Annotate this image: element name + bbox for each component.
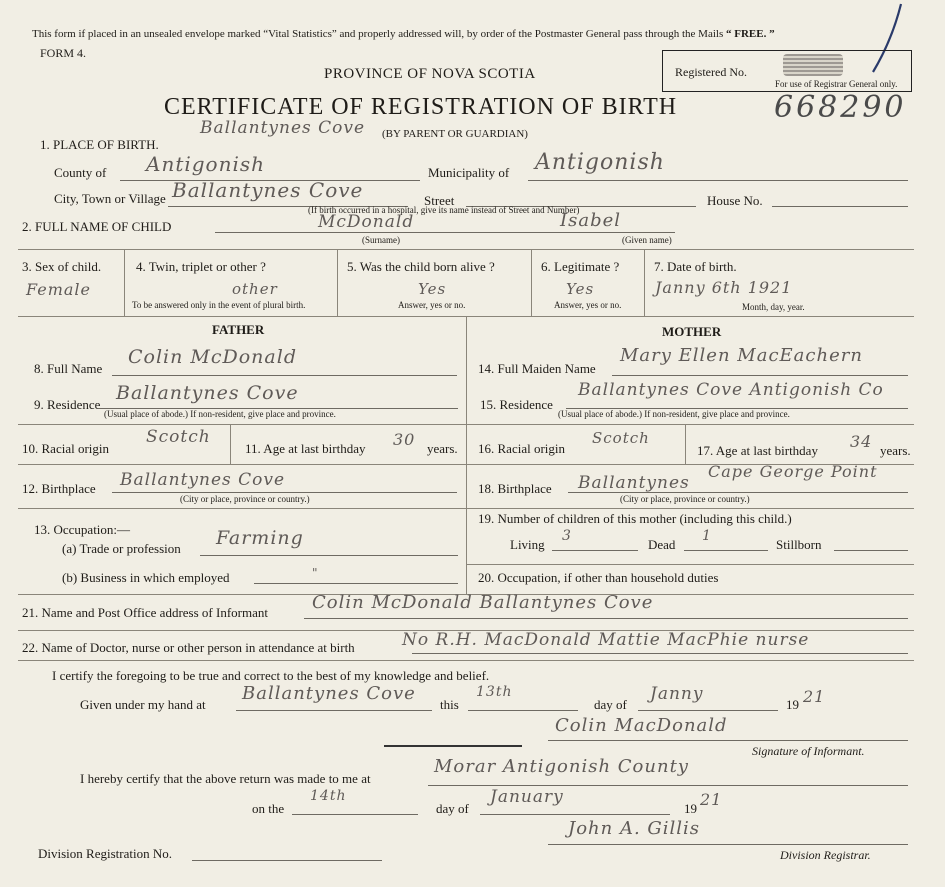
postal-notice-text: This form if placed in an unsealed envelope marked “Vital Statistics” and properly addressed will, by order of the Postmaster General pass through the Mails xyxy=(32,28,726,40)
place-of-birth-label: 1. PLACE OF BIRTH. xyxy=(40,137,159,152)
street-label: Street xyxy=(424,193,455,208)
mother-years: years. xyxy=(880,443,911,458)
city-label: City, Town or Village xyxy=(54,191,166,206)
alive-value: Yes xyxy=(418,280,447,298)
legitimate-note: Answer, yes or no. xyxy=(554,300,622,310)
mother-racial-value: Scotch xyxy=(592,429,650,447)
given-day-value: 13th xyxy=(476,684,513,700)
mother-children-label: 19. Number of children of this mother (including this child.) xyxy=(478,511,792,526)
father-racial-label: 10. Racial origin xyxy=(22,441,110,456)
twin-value: other xyxy=(232,280,278,298)
twin-note: To be answered only in the event of plural birth. xyxy=(132,300,306,310)
division-registration-label: Division Registration No. xyxy=(38,846,172,861)
hospital-note: (If birth occurred in a hospital, give its name instead of Street and Number) xyxy=(308,205,580,215)
certify-text: I certify the foregoing to be true and correct to the best of my knowledge and belief. xyxy=(52,668,490,683)
registered-no-label: Registered No. xyxy=(675,65,747,79)
mother-birthplace-label: 18. Birthplace xyxy=(478,481,552,496)
dead-value: 1 xyxy=(702,528,712,544)
father-birthplace-label: 12. Birthplace xyxy=(22,481,96,496)
dead-label: Dead xyxy=(648,537,676,552)
house-no-label: House No. xyxy=(707,193,763,208)
informant-signature-caption: Signature of Informant. xyxy=(752,744,865,758)
registrar-use-note: For use of Registrar General only. xyxy=(775,79,898,89)
sex-value: Female xyxy=(26,280,91,299)
father-trade-label: (a) Trade or profession xyxy=(62,541,181,556)
doctor-label: 22. Name of Doctor, nurse or other person in attendance at birth xyxy=(22,640,355,655)
registrar-on-the: on the xyxy=(252,801,285,816)
given-caption: (Given name) xyxy=(622,235,672,245)
mother-age-value: 34 xyxy=(850,432,873,451)
legitimate-value: Yes xyxy=(566,280,595,298)
mother-residence-note: (Usual place of abode.) If non-resident, give place and province. xyxy=(558,409,790,419)
stillborn-label: Stillborn xyxy=(776,537,822,552)
father-age-label: 11. Age at last birthday xyxy=(245,441,366,456)
postal-notice xyxy=(32,28,775,40)
mother-heading: MOTHER xyxy=(662,324,722,339)
certificate-title: CERTIFICATE OF REGISTRATION OF BIRTH xyxy=(164,94,678,120)
child-name-label: 2. FULL NAME OF CHILD xyxy=(22,219,172,234)
registrar-month-value: January xyxy=(490,787,564,807)
division-registrar-caption: Division Registrar. xyxy=(780,848,871,862)
province-heading: PROVINCE OF NOVA SCOTIA xyxy=(324,66,536,82)
father-business-value: " xyxy=(312,566,319,580)
given-place-value: Ballantynes Cove xyxy=(242,683,416,704)
by-parent-note: (BY PARENT OR GUARDIAN) xyxy=(382,128,528,140)
father-residence-value: Ballantynes Cove xyxy=(116,382,299,404)
father-business-label: (b) Business in which employed xyxy=(62,570,230,585)
sex-label: 3. Sex of child. xyxy=(22,259,102,274)
mother-residence-label: 15. Residence xyxy=(480,397,553,412)
twin-label: 4. Twin, triplet or other ? xyxy=(136,259,266,274)
registered-stamp xyxy=(783,54,843,76)
given-year-prefix: 19 xyxy=(786,697,799,712)
mother-age-label: 17. Age at last birthday xyxy=(697,443,818,458)
father-birthplace-note: (City or place, province or country.) xyxy=(180,494,310,504)
registrar-year-value: 21 xyxy=(700,790,723,809)
form-number: FORM 4. xyxy=(40,46,87,60)
place-of-birth-value: Ballantynes Cove xyxy=(200,118,366,138)
surname-caption: (Surname) xyxy=(362,235,400,245)
father-occupation-label: 13. Occupation:— xyxy=(34,522,131,537)
mother-racial-label: 16. Racial origin xyxy=(478,441,566,456)
city-value: Ballantynes Cove xyxy=(172,178,364,202)
postal-notice-free: “ FREE. ” xyxy=(725,28,775,40)
date-of-birth-note: Month, day, year. xyxy=(742,302,805,312)
living-label: Living xyxy=(510,537,545,552)
father-heading: FATHER xyxy=(212,322,265,337)
father-birthplace-value: Ballantynes Cove xyxy=(120,470,286,490)
registrar-signature: John A. Gillis xyxy=(568,818,701,839)
father-trade-value: Farming xyxy=(216,527,304,549)
father-years: years. xyxy=(427,441,458,456)
mother-birthplace-note: (City or place, province or country.) xyxy=(620,494,750,504)
mother-birthplace-value: Ballantynes xyxy=(578,473,690,493)
mother-name-value: Mary Ellen MacEachern xyxy=(620,345,863,366)
date-of-birth-value: Janny 6th 1921 xyxy=(655,278,793,297)
mother-name-label: 14. Full Maiden Name xyxy=(478,361,596,376)
registrar-dayof-label: day of xyxy=(436,801,469,816)
father-name-value: Colin McDonald xyxy=(128,346,297,368)
informant-signature: Colin MacDonald xyxy=(555,715,728,736)
doctor-value: No R.H. MacDonald Mattie MacPhie nurse xyxy=(402,630,810,650)
mother-residence-value: Ballantynes Cove Antigonish Co xyxy=(578,380,884,400)
given-year-value: 21 xyxy=(803,687,826,706)
municipality-label: Municipality of xyxy=(428,165,510,180)
county-label: County of xyxy=(54,165,107,180)
informant-label: 21. Name and Post Office address of Informant xyxy=(22,605,268,620)
father-residence-label: 9. Residence xyxy=(34,397,101,412)
registrar-place-value: Morar Antigonish County xyxy=(434,756,689,777)
father-racial-value: Scotch xyxy=(146,427,211,447)
child-given-name: Isabel xyxy=(560,210,622,231)
father-residence-note: (Usual place of abode.) If non-resident, give place and province. xyxy=(104,409,336,419)
legitimate-label: 6. Legitimate ? xyxy=(541,259,620,274)
registrar-certify-text: I hereby certify that the above return was made to me at xyxy=(80,771,371,786)
registrar-day-value: 14th xyxy=(310,788,347,804)
given-under-label: Given under my hand at xyxy=(80,697,206,712)
registrar-year-prefix: 19 xyxy=(684,801,697,816)
municipality-value: Antigonish xyxy=(535,150,665,175)
this-label: this xyxy=(440,697,459,712)
alive-label: 5. Was the child born alive ? xyxy=(347,259,495,274)
given-month-value: Janny xyxy=(650,684,704,704)
informant-value: Colin McDonald Ballantynes Cove xyxy=(312,592,654,613)
registered-box xyxy=(662,50,912,92)
father-age-value: 30 xyxy=(393,430,416,449)
child-surname: McDonald xyxy=(318,212,415,232)
mother-occupation-label: 20. Occupation, if other than household duties xyxy=(478,570,719,585)
certificate-number: 668290 xyxy=(774,90,907,125)
living-value: 3 xyxy=(562,528,572,544)
father-name-label: 8. Full Name xyxy=(34,361,103,376)
given-dayof-label: day of xyxy=(594,697,627,712)
mother-birthplace-value-2: Cape George Point xyxy=(708,462,878,481)
alive-note: Answer, yes or no. xyxy=(398,300,466,310)
county-value: Antigonish xyxy=(146,152,266,176)
date-of-birth-label: 7. Date of birth. xyxy=(654,259,737,274)
